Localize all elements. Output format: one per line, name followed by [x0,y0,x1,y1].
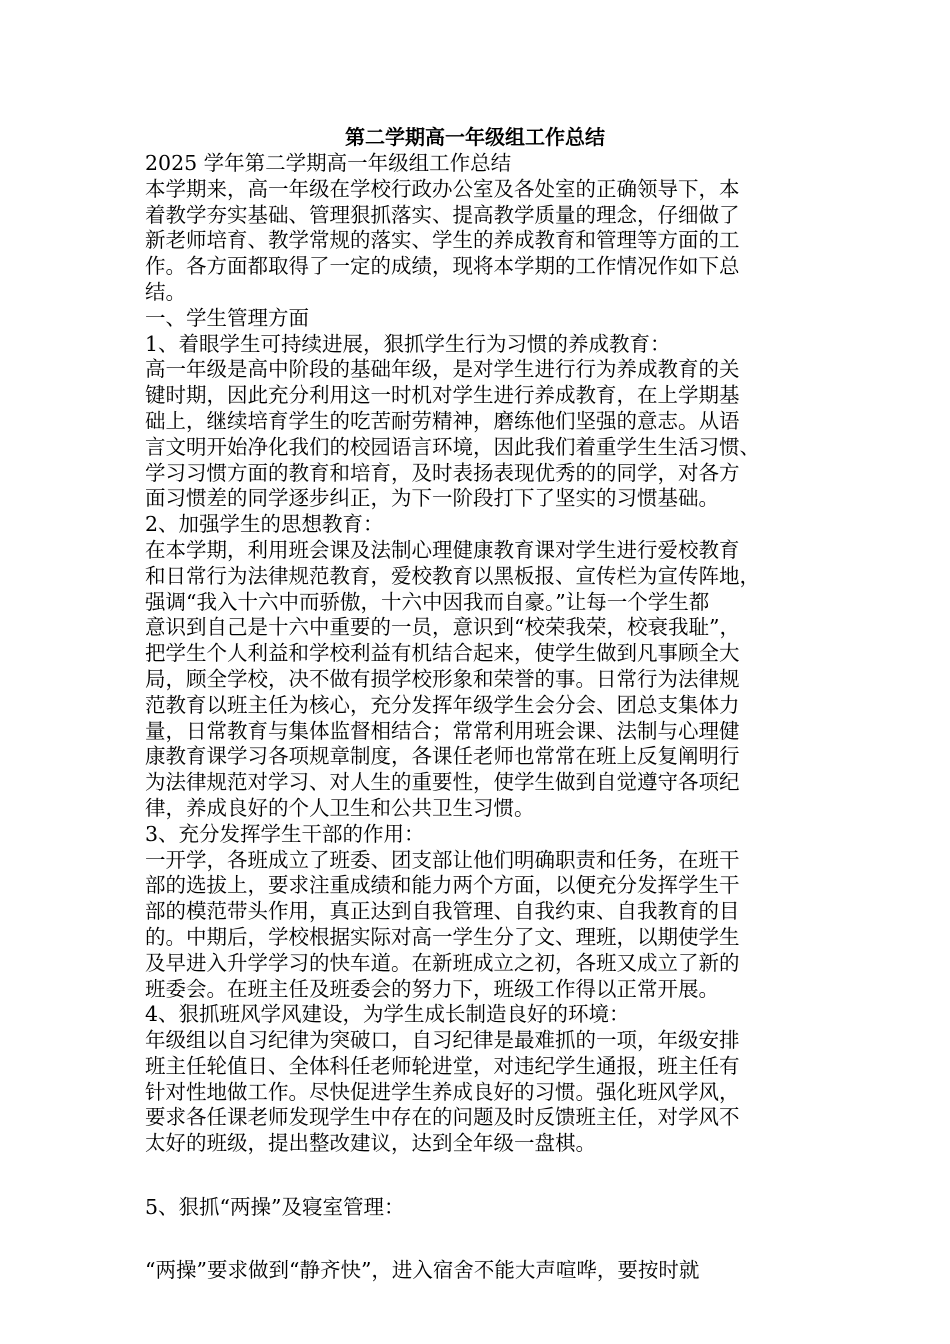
text-line: 要求各任课老师发现学生中存在的问题及时反馈班主任，对学风不 [145,1105,740,1130]
document-body [145,151,807,1284]
text-line: 把学生个人利益和学校利益有机结合起来，使学生做到凡事顾全大 [145,641,740,666]
text-line: 础上，继续培育学生的吃苦耐劳精神，磨练他们坚强的意志。从语 [145,408,740,433]
text-line: 着教学夯实基础、管理狠抓落实、提高教学质量的理念，仔细做了 [145,202,740,227]
subsection-heading: 5、狠抓“两操”及寝室管理： [145,1194,405,1219]
spacer [145,1183,807,1195]
section-heading: 一、学生管理方面 [145,305,309,330]
text-line: 键时期，因此充分利用这一时机对学生进行养成教育，在上学期基 [145,383,740,408]
text-line: 太好的班级，提出整改建议，达到全年级一盘棋。 [145,1131,596,1156]
subsection-heading: 4、狠抓班风学风建设，为学生成长制造良好的环境： [145,1002,630,1027]
text-line: 班主任轮值日、全体科任老师轮进堂，对违纪学生通报，班主任有 [145,1053,740,1078]
text-line: 在本学期，利用班会课及法制心理健康教育课对学生进行爱校教育 [145,537,740,562]
subsection-heading: 1、着眼学生可持续进展，狠抓学生行为习惯的养成教育： [145,331,671,356]
text-line: 2025 学年第二学期高一年级组工作总结 [145,151,512,175]
blank-line [145,1221,807,1247]
text-line: 和日常行为法律规范教育，爱校教育以黑板报、宣传栏为宣传阵地， [145,563,760,588]
text-line: 及早进入升学学习的快车道。在新班成立之初，各班又成立了新的 [145,950,740,975]
text-line: 结。 [145,279,186,304]
text-line: 年级组以自习纪律为突破口，自习纪律是最难抓的一项，年级安排 [145,1028,740,1053]
text-line: 意识到自己是十六中重要的一员，意识到“校荣我荣，校衰我耻”， [145,615,740,640]
text-line: 高一年级是高中阶段的基础年级，是对学生进行行为养成教育的关 [145,357,740,382]
text-line: 本学期来，高一年级在学校行政办公室及各处室的正确领导下，本 [145,176,740,201]
text-line: “两操”要求做到“静齐快”，进入宿舍不能大声喧哗，要按时就 [145,1258,700,1283]
text-line: 局，顾全学校，决不做有损学校形象和荣誉的事。日常行为法律规 [145,666,740,691]
text-line: 范教育以班主任为核心，充分发挥年级学生会分会、团总支集体力 [145,692,740,717]
text-line: 面习惯差的同学逐步纠正，为下一阶段打下了坚实的习惯基础。 [145,486,719,511]
text-line: 强调“我入十六中而骄傲，十六中因我而自豪。”让每一个学生都 [145,589,710,614]
text-line: 部的模范带头作用，真正达到自我管理、自我约束、自我教育的目 [145,899,740,924]
document-title: 第二学期高一年级组工作总结 [345,125,605,149]
text-line: 针对性地做工作。尽快促进学生养成良好的习惯。强化班风学风， [145,1079,740,1104]
text-line: 言文明开始净化我们的校园语言环境，因此我们着重学生生活习惯、 [145,434,760,459]
spacer [145,1246,807,1258]
text-line: 量，日常教育与集体监督相结合；常常利用班会课、法制与心理健 [145,718,740,743]
blank-line [145,1157,807,1183]
subsection-heading: 2、加强学生的思想教育： [145,512,384,537]
text-line: 为法律规范对学习、对人生的重要性，使学生做到自觉遵守各项纪 [145,770,740,795]
text-line: 学习习惯方面的教育和培育，及时表扬表现优秀的的同学，对各方 [145,460,740,485]
subsection-heading: 3、充分发挥学生干部的作用： [145,821,425,846]
text-line: 律，养成良好的个人卫生和公共卫生习惯。 [145,795,535,820]
text-line: 一开学，各班成立了班委、团支部让他们明确职责和任务，在班干 [145,847,740,872]
text-line: 的。中期后，学校根据实际对高一学生分了文、理班，以期使学生 [145,924,740,949]
text-line: 作。各方面都取得了一定的成绩，现将本学期的工作情况作如下总 [145,254,740,279]
text-line: 部的选拔上，要求注重成绩和能力两个方面，以便充分发挥学生干 [145,873,740,898]
text-line: 班委会。在班主任及班委会的努力下，班级工作得以正常开展。 [145,976,719,1001]
text-line: 新老师培育、教学常规的落实、学生的养成教育和管理等方面的工 [145,228,740,253]
text-line: 康教育课学习各项规章制度，各课任老师也常常在班上反复阐明行 [145,744,740,769]
